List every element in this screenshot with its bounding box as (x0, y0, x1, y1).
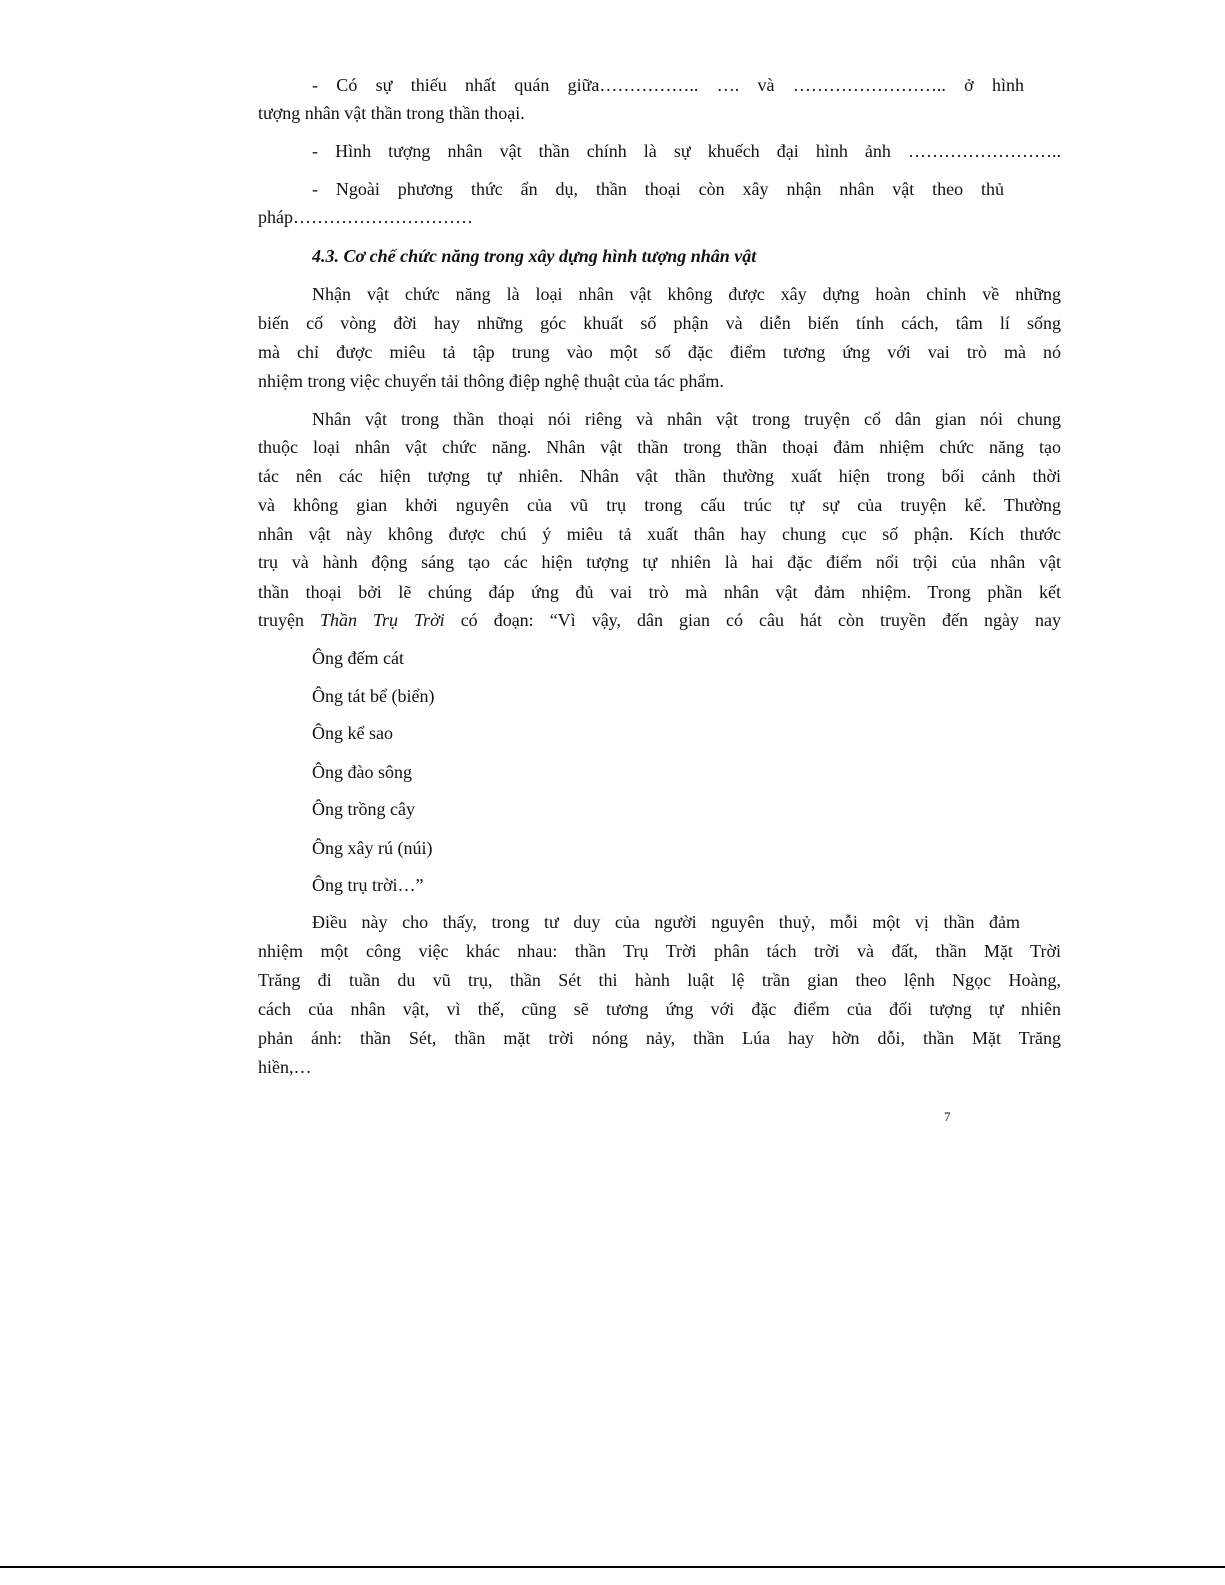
paragraph-line: tác nên các hiện tượng tự nhiên. Nhân vật thần thường xuất hiện trong bối cảnh thời (258, 466, 1061, 486)
bullet-line-continuation: pháp………………………… (258, 207, 473, 227)
bullet-line: - Ngoài phương thức ẩn dụ, thần thoại còn xây nhận nhân vật theo thủ (312, 179, 1004, 199)
plain-text: có đoạn: “Vì vậy, dân gian có câu hát còn truyền đến ngày nay (444, 610, 1061, 630)
verse-line: Ông trồng cây (312, 799, 415, 819)
bullet-line: - Hình tượng nhân vật thần chính là sự khuếch đại hình ảnh …………………….. (312, 141, 1061, 161)
page-bottom-border (0, 1566, 1225, 1568)
verse-line: Ông đếm cát (312, 648, 404, 668)
paragraph-line: nhiệm một công việc khác nhau: thần Trụ Trời phân tách trời và đất, thần Mặt Trời (258, 941, 1061, 961)
bullet-line: - Có sự thiếu nhất quán giữa…………….. …. và …………………….. ở hình (312, 75, 1024, 95)
paragraph-line: nhân vật này không được chú ý miêu tả xuất thân hay chung cục số phận. Kích thước (258, 524, 1061, 544)
paragraph-line: nhiệm trong việc chuyển tải thông điệp nghệ thuật của tác phẩm. (258, 371, 724, 391)
paragraph-line: Nhận vật chức năng là loại nhân vật không được xây dựng hoàn chỉnh về những (312, 284, 1061, 304)
verse-line: Ông xây rú (núi) (312, 838, 433, 858)
paragraph-line: biến cố vòng đời hay những góc khuất số phận và diễn biến tính cách, tâm lí sống (258, 313, 1061, 333)
paragraph-line (258, 608, 1061, 632)
page-number: 7 (944, 1109, 951, 1124)
paragraph-line: thần thoại bởi lẽ chúng đáp ứng đủ vai trò mà nhân vật đảm nhiệm. Trong phần kết (258, 582, 1061, 602)
verse-line: Ông đào sông (312, 762, 412, 782)
paragraph-line: Nhân vật trong thần thoại nói riêng và nhân vật trong truyện cổ dân gian nói chung (312, 409, 1061, 429)
paragraph-line: Trăng đi tuần du vũ trụ, thần Sét thi hành luật lệ trần gian theo lệnh Ngọc Hoàng, (258, 970, 1061, 990)
section-heading: 4.3. Cơ chế chức năng trong xây dựng hình tượng nhân vật (312, 246, 757, 266)
paragraph-line: phản ánh: thần Sét, thần mặt trời nóng nảy, thần Lúa hay hờn dỗi, thần Mặt Trăng (258, 1028, 1061, 1048)
bullet-line-continuation: tượng nhân vật thần trong thần thoại. (258, 103, 525, 123)
verse-line: Ông trụ trời…” (312, 875, 424, 895)
paragraph-line: và không gian khởi nguyên của vũ trụ trong cấu trúc tự sự của truyện kể. Thường (258, 495, 1061, 515)
paragraph-line: Điều này cho thấy, trong tư duy của người nguyên thuỷ, mỗi một vị thần đảm (312, 912, 1020, 932)
paragraph-line: cách của nhân vật, vì thế, cũng sẽ tương ứng với đặc điểm của đối tượng tự nhiên (258, 999, 1061, 1019)
paragraph-line: mà chỉ được miêu tả tập trung vào một số đặc điểm tương ứng với vai trò mà nó (258, 342, 1061, 362)
paragraph-line: thuộc loại nhân vật chức năng. Nhân vật thần trong thần thoại đảm nhiệm chức năng tạo (258, 437, 1061, 457)
verse-line: Ông tát bể (biển) (312, 686, 435, 706)
verse-line: Ông kể sao (312, 723, 393, 743)
paragraph-line: hiền,… (258, 1057, 312, 1077)
plain-text: truyện (258, 610, 320, 630)
paragraph-line: trụ và hành động sáng tạo các hiện tượng tự nhiên là hai đặc điểm nổi trội của nhân vật (258, 552, 1061, 572)
story-title: Thần Trụ Trời (320, 610, 445, 630)
